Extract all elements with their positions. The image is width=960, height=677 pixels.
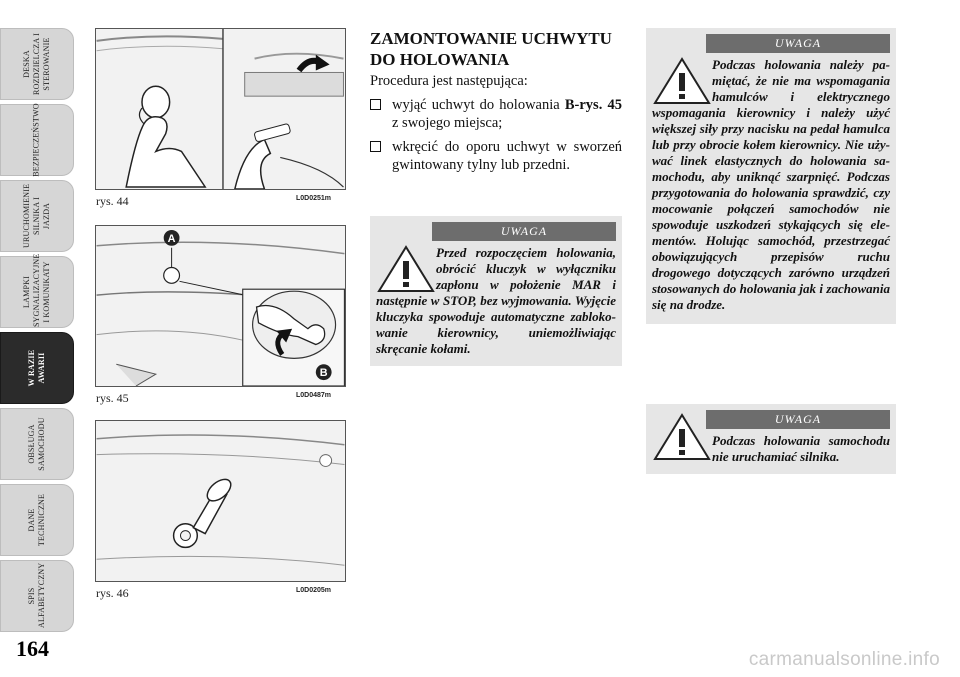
list-item bbox=[370, 138, 622, 174]
figure-46-illustration bbox=[96, 421, 345, 581]
marker-a-label: A bbox=[167, 232, 176, 245]
tab-deska-rozdzielcza[interactable] bbox=[0, 28, 74, 100]
tab-spis-alfabetyczny[interactable] bbox=[0, 560, 74, 632]
procedure-steps bbox=[370, 96, 622, 180]
figure-reference: B-rys. 45 bbox=[564, 97, 622, 113]
tab-label: SPIS ALFABETYCZNY bbox=[27, 562, 46, 628]
watermark: carmanualsonline.info bbox=[748, 649, 940, 670]
figure-45 bbox=[95, 225, 346, 387]
warning-text bbox=[376, 245, 616, 357]
warning-header: UWAGA bbox=[432, 222, 616, 241]
warning-box-ignition bbox=[370, 216, 622, 366]
warning-header: UWAGA bbox=[706, 34, 890, 53]
section-intro: Procedura jest następująca: bbox=[370, 73, 528, 89]
tab-bezpieczenstwo[interactable] bbox=[0, 104, 74, 176]
warning-box-towing bbox=[646, 28, 896, 324]
step-text: wkręcić do oporu uchwyt w sworzeń gwintowany tylny lub przedni. bbox=[392, 139, 622, 173]
figure-44-illustration bbox=[96, 29, 345, 189]
warning-triangle-icon bbox=[376, 245, 436, 293]
warning-triangle-icon bbox=[652, 57, 712, 105]
tab-label: W RAZIE AWARII bbox=[27, 349, 46, 387]
warning-text bbox=[652, 433, 890, 465]
figure-46-code: L0D0205m bbox=[296, 587, 332, 594]
warning-box-engine bbox=[646, 404, 896, 474]
tab-label: OBSŁUGA SAMOCHODU bbox=[27, 417, 46, 471]
warning-triangle-icon bbox=[652, 413, 712, 461]
figure-46-caption: rys. 46 bbox=[96, 586, 129, 600]
figure-46 bbox=[95, 420, 346, 582]
tab-label: DANE TECHNICZNE bbox=[27, 493, 46, 547]
tab-label: DESKA ROZDZIELCZA I STEROWANIE bbox=[22, 33, 51, 95]
warning-body: Przed rozpoczęciem holowania, obrócić kluczyk w wyłączniku zapłonu w położenie MAR i następnie w STOP, bez wyjmowania. Wyjęcie kluczyka spowoduje automatyczne zablokowanie kierownicy, uniemożliwiając skręcanie kołami. bbox=[376, 245, 616, 356]
figure-44 bbox=[95, 28, 346, 190]
tab-label: LAMPKI SYGNALIZACYJNE I KOMUNIKATY bbox=[22, 253, 51, 327]
figure-45-code: L0D0487m bbox=[296, 392, 332, 399]
tab-label: URUCHOMIENIE SILNIKA I JAZDA bbox=[22, 183, 51, 248]
tab-lampki[interactable] bbox=[0, 253, 74, 328]
figure-45-caption: rys. 45 bbox=[96, 391, 129, 405]
figure-44-code: L0D0251m bbox=[296, 195, 332, 202]
tab-uruchomienie[interactable] bbox=[0, 180, 74, 252]
checkbox-bullet-icon bbox=[370, 141, 381, 152]
checkbox-bullet-icon bbox=[370, 99, 381, 110]
page-number: 164 bbox=[16, 636, 49, 661]
figure-44-caption: rys. 44 bbox=[96, 194, 129, 208]
step-text: wyjąć uchwyt do holowania bbox=[392, 97, 565, 113]
warning-body: Podczas holowania należy pamiętać, że nie ma wspomagania hamulców i elektrycznego wspomagania kierownicy i należy użyć większej siły przy nacisku na pedał hamulca lub przy obrocie kołem kierownicy. Nie używać linek elastycznych do holowania samochodu, aby uniknąć szarpnięć. Podczas przygotowania do holowania sprawdzić, czy mocowanie połączeń samochodów nie spowoduje uszkodzeń stykających się elementów. Holując samochód, przestrzegać obowiązujących przepisów ruchu drogowego dotyczących zarówno urządzeń stosowanych do holowania jak i zachowania się na drodze. bbox=[652, 57, 890, 312]
tab-w-razie-awarii[interactable] bbox=[0, 332, 74, 404]
section-title: ZAMONTOWANIE UCHWYTU DO HOLOWANIA bbox=[370, 29, 612, 69]
warning-body: Podczas holowania samochodu nie uruchamiać silnika. bbox=[712, 433, 890, 464]
figure-45-illustration bbox=[96, 226, 345, 386]
marker-b-label: B bbox=[319, 367, 328, 380]
list-item bbox=[370, 96, 622, 132]
tab-label: BEZPIECZEŃSTWO bbox=[32, 103, 41, 177]
tab-obsluga[interactable] bbox=[0, 408, 74, 480]
step-text-continued: z swojego miejsca; bbox=[392, 115, 503, 131]
tab-dane-techniczne[interactable] bbox=[0, 484, 74, 556]
warning-header: UWAGA bbox=[706, 410, 890, 429]
warning-text bbox=[652, 57, 890, 313]
